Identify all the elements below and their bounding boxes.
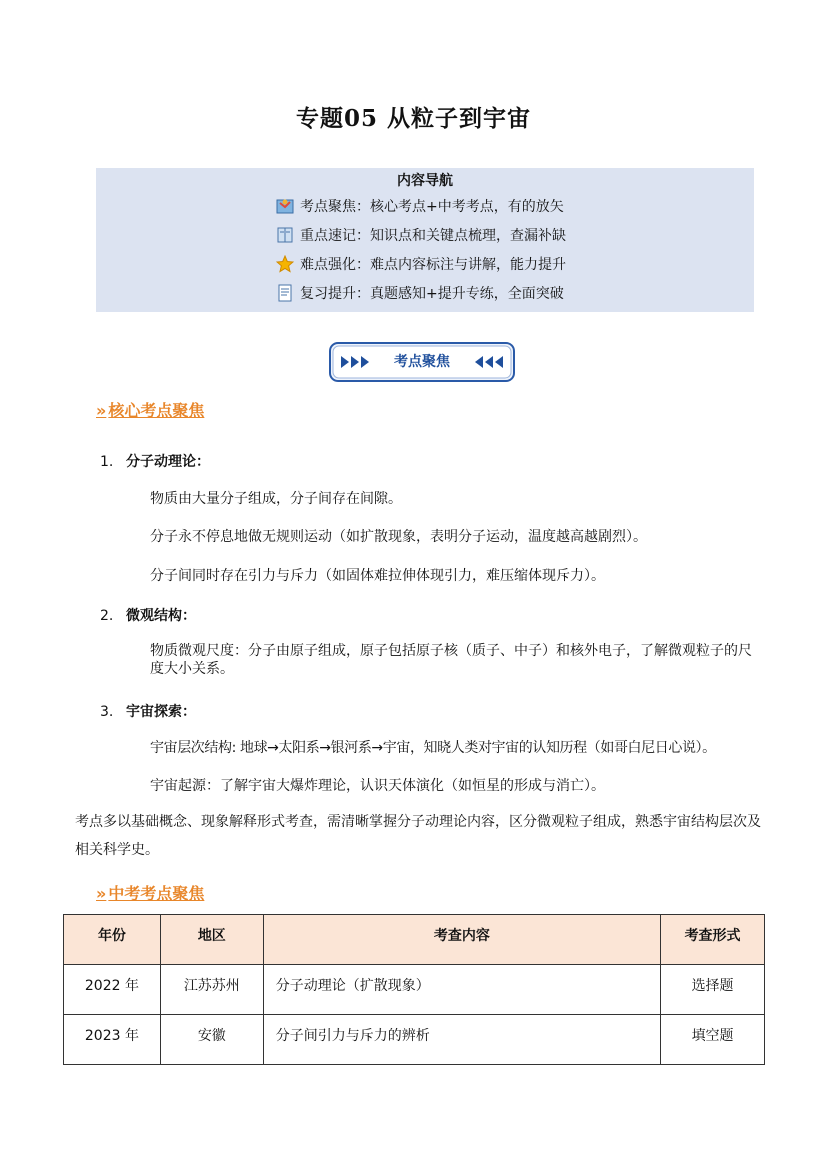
paragraph: 物质由大量分子组成，分子间存在间隙。 — [150, 491, 402, 507]
nav-item-label: 考点聚焦：核心考点+中考考点，有的放矢 — [300, 199, 564, 215]
item-title: 宇宙探索： — [126, 704, 196, 720]
table-header-row — [64, 915, 765, 965]
nav-item-review — [276, 282, 564, 304]
item-number: 1. — [100, 454, 114, 470]
item-number: 3. — [100, 704, 114, 720]
map-icon — [276, 197, 294, 215]
double-chevron-icon: » — [96, 401, 107, 420]
column-header: 考查形式 — [661, 915, 765, 965]
table-row — [64, 1015, 765, 1065]
format-cell: 填空题 — [661, 1015, 765, 1065]
banner-label: 考点聚焦 — [394, 354, 450, 370]
section-banner — [329, 342, 515, 382]
paragraph: 宇宙层次结构: 地球→太阳系→银河系→宇宙，知晓人类对宇宙的认知历程（如哥白尼日心说）。 — [150, 740, 716, 756]
content-cell: 分子动理论（扩散现象） — [263, 965, 660, 1015]
region-cell: 安徽 — [160, 1015, 263, 1065]
item-title: 微观结构： — [126, 608, 196, 624]
paragraph: 分子间同时存在引力与斥力（如固体难拉伸体现引力，难压缩体现斥力）。 — [150, 568, 605, 584]
nav-item-label: 重点速记：知识点和关键点梳理，查漏补缺 — [300, 228, 566, 244]
numbered-heading — [100, 605, 196, 625]
nav-item-difficulty — [276, 253, 566, 275]
item-number: 2. — [100, 608, 114, 624]
double-chevron-icon: » — [96, 884, 107, 903]
paragraph: 物质微观尺度：分子由原子组成，原子包括原子核（质子、中子）和核外电子，了解微观粒子的尺度大小关系。 — [150, 643, 752, 677]
core-heading-label: 核心考点聚焦 — [108, 401, 205, 420]
nav-heading: 内容导航 — [397, 173, 453, 189]
column-header: 年份 — [64, 915, 161, 965]
content-cell: 分子间引力与斥力的辨析 — [263, 1015, 660, 1065]
star-icon — [276, 255, 294, 273]
column-header: 地区 — [160, 915, 263, 965]
paragraph: 分子永不停息地做无规则运动（如扩散现象，表明分子运动，温度越高越剧烈）。 — [150, 529, 647, 545]
exam-table — [63, 914, 765, 1065]
format-cell: 选择题 — [661, 965, 765, 1015]
content-navigation — [96, 168, 754, 312]
item-title: 分子动理论： — [126, 454, 210, 470]
table-row — [64, 965, 765, 1015]
year-cell: 2022 年 — [64, 965, 161, 1015]
column-header: 考查内容 — [263, 915, 660, 965]
nav-item-label: 复习提升：真题感知+提升专练，全面突破 — [300, 286, 564, 302]
year-cell: 2023 年 — [64, 1015, 161, 1065]
summary-paragraph: 考点多以基础概念、现象解释形式考查，需清晰掌握分子动理论内容，区分微观粒子组成，熟悉宇宙结构层次及相关科学史。 — [75, 814, 761, 858]
numbered-heading — [100, 451, 210, 471]
notepad-icon — [276, 284, 294, 302]
nav-item-label: 难点强化：难点内容标注与讲解，能力提升 — [300, 257, 566, 273]
numbered-heading — [100, 701, 196, 721]
book-icon — [276, 226, 294, 244]
core-section-heading — [96, 398, 204, 421]
page-title: 专题05 从粒子到宇宙 — [295, 105, 531, 132]
exam-section-heading — [96, 881, 204, 904]
paragraph: 宇宙起源：了解宇宙大爆炸理论，认识天体演化（如恒星的形成与消亡）。 — [150, 778, 605, 794]
region-cell: 江苏苏州 — [160, 965, 263, 1015]
exam-heading-label: 中考考点聚焦 — [108, 884, 205, 903]
nav-item-memo — [276, 224, 566, 246]
nav-item-focus — [276, 195, 564, 217]
